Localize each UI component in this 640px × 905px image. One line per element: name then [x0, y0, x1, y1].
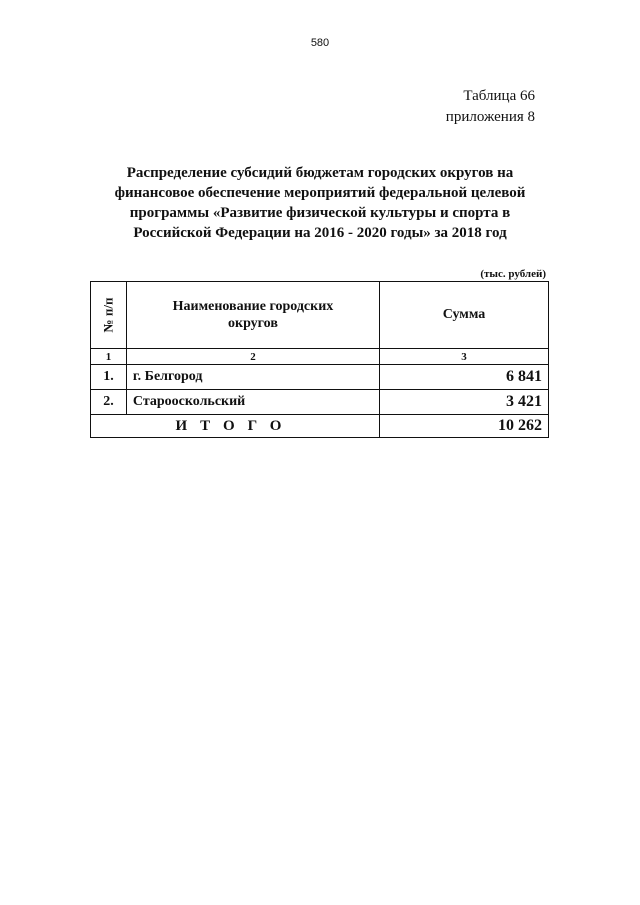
units-label: (тыс. рублей)	[480, 268, 546, 280]
header-number-label: № п/п	[100, 297, 116, 332]
header-name-line-2: округов	[228, 316, 278, 331]
subsidy-table	[90, 281, 549, 438]
column-index-1: 1	[91, 349, 127, 365]
header-name	[126, 282, 379, 349]
title-line-1: Распределение субсидий бюджетам городских округов на	[126, 165, 514, 181]
page-number: 580	[310, 37, 330, 49]
row-sum: 3 421	[380, 390, 549, 415]
total-row	[91, 415, 549, 438]
row-name: Старооскольский	[126, 390, 379, 415]
title-line-4: Российской Федерации на 2016 - 2020 годы» за 2018 год	[133, 225, 507, 241]
header-sum: Сумма	[380, 282, 549, 349]
table-reference-line-1: Таблица 66	[463, 88, 535, 104]
column-index-row	[91, 349, 549, 365]
table-reference	[400, 86, 535, 128]
row-sum: 6 841	[380, 365, 549, 390]
column-index-3: 3	[380, 349, 549, 365]
column-index-2: 2	[126, 349, 379, 365]
header-name-line-1: Наименование городских	[172, 299, 334, 314]
row-number: 2.	[91, 390, 127, 415]
title-line-2: финансовое обеспечение мероприятий федеральной целевой	[114, 185, 526, 201]
row-name: г. Белгород	[126, 365, 379, 390]
table-reference-line-2: приложения 8	[445, 109, 535, 125]
title-line-3: программы «Развитие физической культуры и спорта в	[129, 205, 511, 221]
table-row	[91, 365, 549, 390]
total-sum: 10 262	[380, 415, 549, 438]
header-number	[91, 282, 127, 349]
document-title	[90, 163, 550, 243]
table-row	[91, 390, 549, 415]
total-label: ИТОГО	[91, 415, 380, 438]
header-row	[91, 282, 549, 349]
row-number: 1.	[91, 365, 127, 390]
